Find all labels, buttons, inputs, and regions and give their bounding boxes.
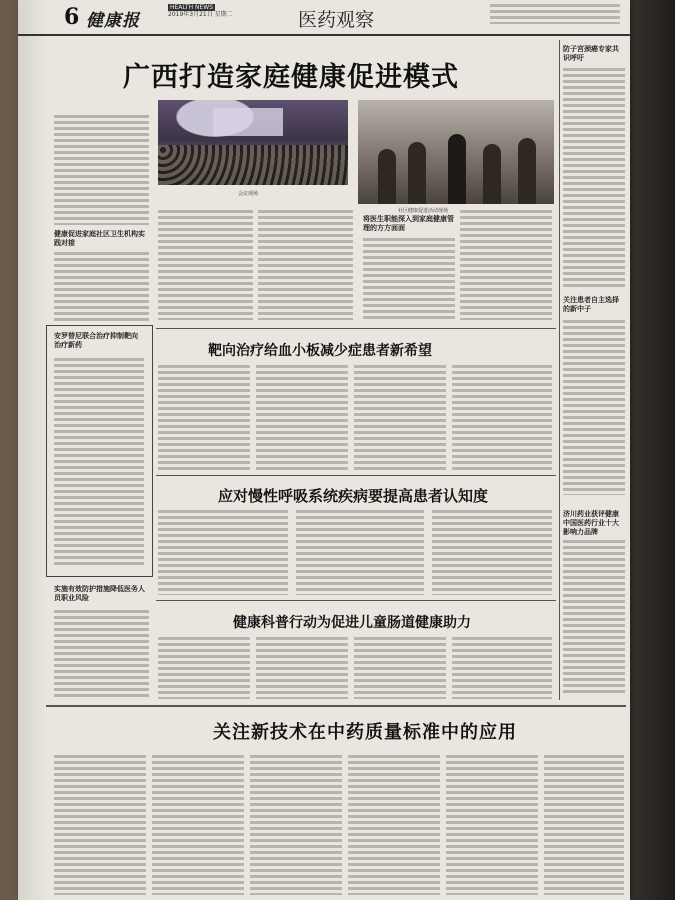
masthead bbox=[18, 0, 630, 36]
person-figure bbox=[518, 138, 536, 204]
copd-headline: 应对慢性呼吸系统疾病要提高患者认知度 bbox=[218, 487, 489, 505]
copd-col3 bbox=[432, 510, 552, 595]
editor-info-text bbox=[490, 4, 620, 24]
editor-info bbox=[490, 4, 620, 24]
photo-1-caption: 会议现场 bbox=[238, 191, 259, 197]
sidebar-box-text bbox=[54, 358, 144, 568]
newspaper-page bbox=[18, 0, 630, 900]
tcm-col1 bbox=[54, 755, 146, 895]
platelet-col4 bbox=[452, 365, 552, 470]
gut-col3 bbox=[354, 637, 446, 699]
platelet-col3 bbox=[354, 365, 446, 470]
platelet-col2 bbox=[256, 365, 348, 470]
tcm-col2 bbox=[152, 755, 244, 895]
platelet-col1 bbox=[158, 365, 250, 470]
right-subhead-3: 济川药业获评健康中国医药行业十大影响力品牌 bbox=[563, 510, 619, 536]
right-article-2 bbox=[563, 320, 625, 495]
person-figure bbox=[483, 144, 501, 204]
sidebar-box-title: 安罗替尼联合治疗抑制靶向治疗新药 bbox=[54, 332, 138, 349]
section-rule bbox=[156, 475, 556, 476]
platelet-headline: 靶向治疗给血小板减少症患者新希望 bbox=[208, 343, 432, 359]
right-article-3 bbox=[563, 540, 625, 695]
community-photo bbox=[358, 100, 554, 204]
paper-english-name: HEALTH NEWS bbox=[170, 4, 214, 11]
mid-subhead: 将医生职能深入到家庭健康管理的方方面面 bbox=[363, 215, 454, 232]
section-title: 医药观察 bbox=[298, 9, 375, 31]
tcm-headline: 关注新技术在中药质量标准中的应用 bbox=[213, 722, 517, 743]
page-number: 6 bbox=[64, 4, 80, 30]
sidebar-article-title: 实施有效防护措施降低医务人员职业风险 bbox=[54, 585, 145, 602]
desk-background bbox=[625, 0, 675, 900]
main-article-lead bbox=[54, 115, 149, 225]
gut-col2 bbox=[256, 637, 348, 699]
tcm-col4 bbox=[348, 755, 440, 895]
copd-col2 bbox=[296, 510, 424, 595]
issue-date: 2019年3月21日 星期二 bbox=[168, 11, 233, 18]
tcm-col6 bbox=[544, 755, 624, 895]
fold-shadow bbox=[18, 0, 48, 900]
right-article-1 bbox=[563, 68, 625, 288]
main-article-col2 bbox=[158, 210, 253, 320]
section-rule bbox=[46, 705, 626, 707]
stage-screen bbox=[213, 108, 283, 136]
audience bbox=[158, 145, 348, 185]
main-headline: 广西打造家庭健康促进模式 bbox=[123, 62, 459, 93]
sidebar-article-text bbox=[54, 610, 149, 700]
main-article-col4 bbox=[363, 238, 455, 320]
section-rule bbox=[156, 600, 556, 601]
main-article-col3 bbox=[258, 210, 353, 320]
paper-name: 健康报 bbox=[86, 11, 140, 31]
column-divider bbox=[559, 40, 560, 700]
person-figure bbox=[378, 149, 396, 204]
paper-subtitle bbox=[168, 4, 233, 18]
section-rule bbox=[156, 328, 556, 329]
right-subhead-2: 关注患者自主选择的新中子 bbox=[563, 296, 619, 313]
photo-2-caption: 社区健康促进活动现场 bbox=[398, 208, 449, 214]
gut-col4 bbox=[452, 637, 552, 699]
person-figure bbox=[448, 134, 466, 204]
person-figure bbox=[408, 142, 426, 204]
gut-headline: 健康科普行动为促进儿童肠道健康助力 bbox=[233, 615, 471, 631]
tcm-col3 bbox=[250, 755, 342, 895]
tcm-col5 bbox=[446, 755, 538, 895]
copd-col1 bbox=[158, 510, 288, 595]
left-subhead: 健康促进家庭社区卫生机构实践对接 bbox=[54, 230, 145, 247]
main-article-col1 bbox=[54, 252, 149, 324]
right-subhead-1: 防子宫颈癌专家共识呼吁 bbox=[563, 45, 619, 62]
conference-photo bbox=[158, 100, 348, 185]
gut-col1 bbox=[158, 637, 250, 699]
main-article-col5 bbox=[460, 210, 552, 320]
